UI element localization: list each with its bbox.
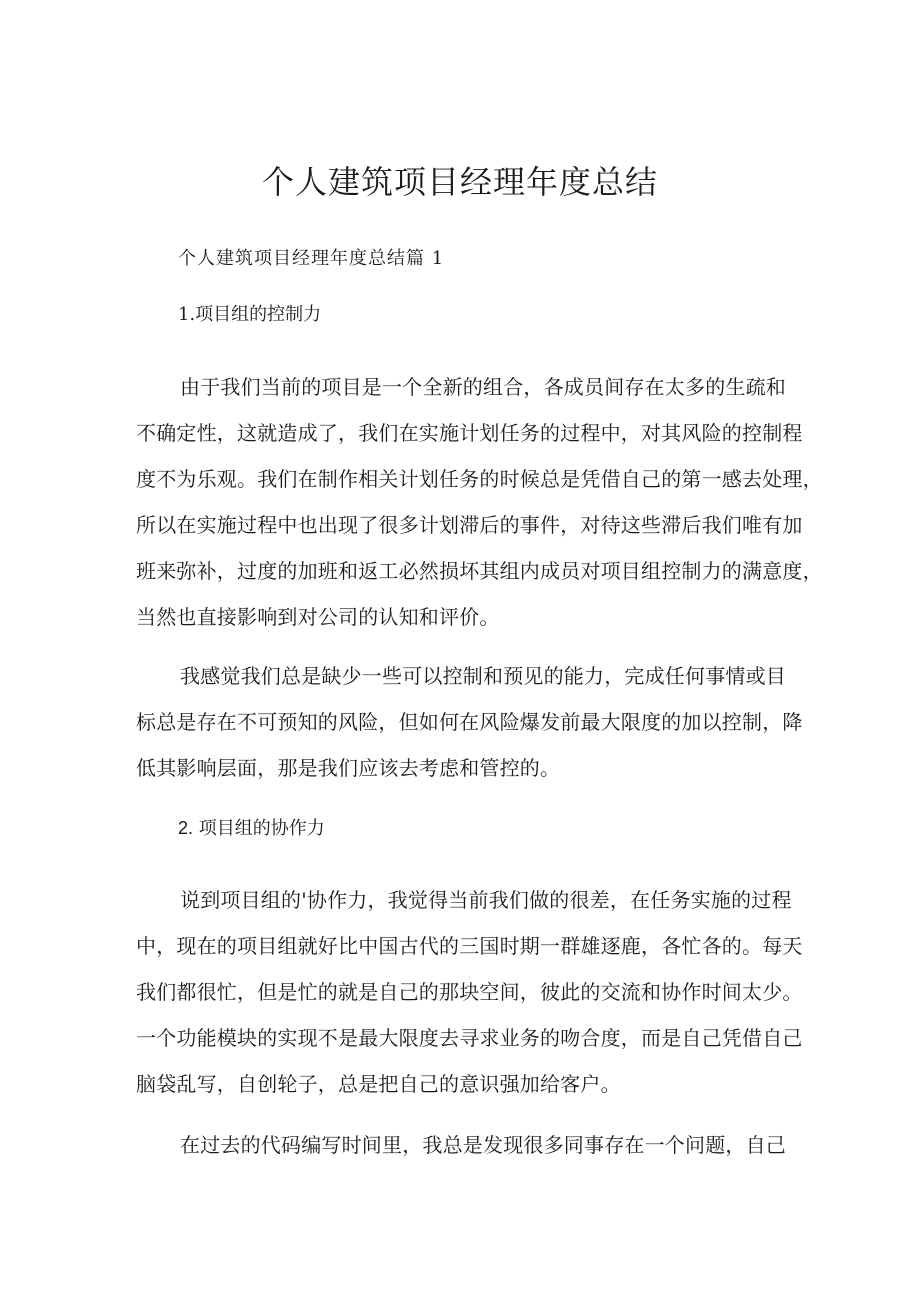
section-2-paragraph-1 (136, 877, 803, 1107)
text-line: 班来弥补，过度的加班和返工必然损坏其组内成员对项目组控制力的满意度， (136, 559, 823, 583)
text-line: 我们都很忙，但是忙的就是自己的那块空间，彼此的交流和协作时间太少。 (136, 980, 803, 1004)
text-line: 由于我们当前的项目是一个全新的组合，各成员间存在太多的生疏和 (180, 375, 786, 399)
text-line: 标总是存在不可预知的风险，但如何在风险爆发前最大限度的加以控制，降 (136, 710, 803, 734)
section-2-number: 2. (178, 818, 194, 838)
section-2-paragraph-2 (136, 1122, 796, 1168)
text-line: 脑袋乱写，自创轮子，总是把自己的意识强加给客户。 (136, 1072, 621, 1096)
article-subtitle: 个人建筑项目经理年度总结篇 1 (178, 248, 445, 269)
text-line: 一个功能模块的实现不是最大限度去寻求业务的吻合度，而是自己凭借自己 (136, 1026, 803, 1050)
text-line: 不确定性，这就造成了，我们在实施计划任务的过程中，对其风险的控制程 (136, 421, 803, 445)
section-1-paragraph-1 (136, 364, 823, 640)
section-2-heading-text: 项目组的协作力 (198, 818, 325, 839)
text-line: 在过去的代码编写时间里，我总是发现很多同事存在一个问题，自己 (180, 1133, 786, 1157)
text-line: 说到项目组的'协作力，我觉得当前我们做的很差，在任务实施的过程 (180, 888, 792, 912)
section-1-heading: 1.项目组的控制力 (178, 304, 322, 325)
text-line: 中，现在的项目组就好比中国古代的三国时期一群雄逐鹿，各忙各的。每天 (136, 934, 803, 958)
text-line: 度不为乐观。我们在制作相关计划任务的时候总是凭借自己的第一感去处理， (136, 467, 823, 491)
text-line: 当然也直接影响到对公司的认知和评价。 (136, 605, 500, 629)
text-line: 我感觉我们总是缺少一些可以控制和预见的能力，完成任何事情或目 (180, 664, 786, 688)
text-line: 所以在实施过程中也出现了很多计划滞后的事件，对待这些滞后我们唯有加 (136, 513, 803, 537)
document-title: 个人建筑项目经理年度总结 (261, 163, 658, 201)
text-line: 低其影响层面，那是我们应该去考虑和管控的。 (136, 756, 561, 780)
section-1-paragraph-2 (136, 653, 803, 791)
section-2-heading (178, 815, 325, 842)
